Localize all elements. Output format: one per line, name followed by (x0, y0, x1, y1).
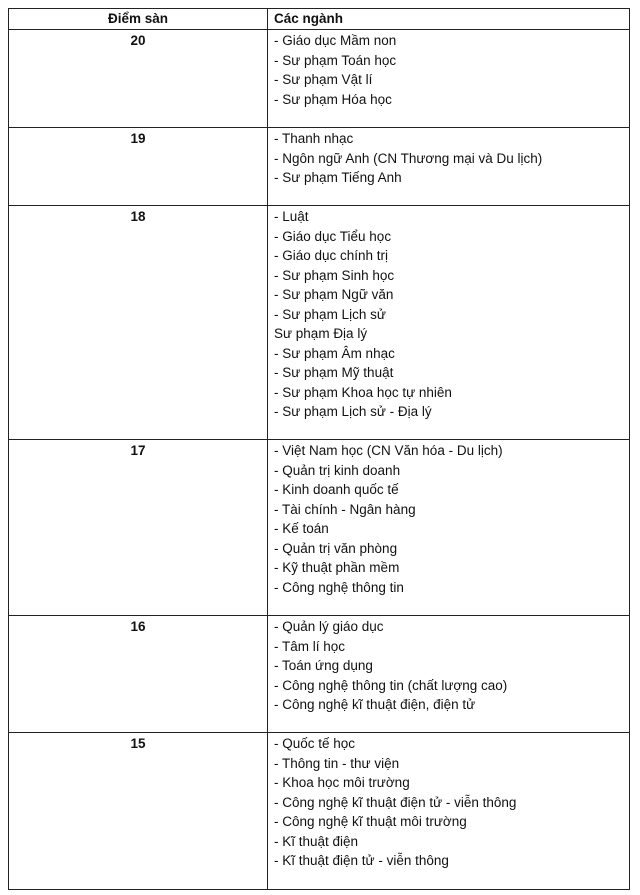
major-item: - Thanh nhạc (274, 131, 354, 146)
major-item: - Quản trị văn phòng (274, 540, 398, 556)
row-majors (268, 440, 630, 616)
table-row (9, 206, 630, 440)
major-item: - Việt Nam học (CN Văn hóa - Du lịch) (274, 443, 503, 458)
row-score: 18 (9, 206, 268, 440)
row-majors (268, 30, 630, 128)
major-item: - Sư phạm Mỹ thuật (274, 365, 394, 380)
score-table (8, 8, 630, 890)
major-item: - Quản lý giáo dục (274, 619, 384, 634)
major-item: - Kinh doanh quốc tế (274, 482, 399, 497)
major-item: - Thông tin - thư viện (274, 755, 400, 771)
major-item: - Sư phạm Lịch sử (274, 306, 386, 322)
major-item: - Giáo dục chính trị (274, 248, 389, 263)
row-score: 20 (9, 30, 268, 128)
table-row (9, 616, 630, 733)
major-item: - Giáo dục Tiểu học (274, 228, 392, 244)
major-item: - Tâm lí học (274, 638, 346, 654)
header-majors: Các ngành (268, 9, 630, 30)
row-majors (268, 206, 630, 440)
row-score: 16 (9, 616, 268, 733)
major-item: - Công nghệ thông tin (274, 579, 404, 595)
major-item: - Kĩ thuật điện tử - viễn thông (274, 853, 449, 868)
major-item: - Toán ứng dụng (274, 658, 373, 673)
major-item: - Ngôn ngữ Anh (CN Thương mại và Du lịch) (274, 150, 543, 166)
major-item: - Luật (274, 209, 309, 224)
major-item: - Sư phạm Lịch sử - Địa lý (274, 404, 432, 419)
major-item: - Giáo dục Mầm non (274, 33, 397, 48)
table-row (9, 733, 630, 890)
row-score: 17 (9, 440, 268, 616)
major-item: - Sư phạm Ngữ văn (274, 287, 394, 302)
row-score: 19 (9, 128, 268, 206)
table-row (9, 128, 630, 206)
major-item: Sư phạm Địa lý (274, 326, 368, 341)
major-item: - Kế toán (274, 521, 329, 536)
major-item: - Sư phạm Toán học (274, 52, 397, 68)
row-majors (268, 128, 630, 206)
major-item: - Công nghệ kĩ thuật môi trường (274, 814, 467, 829)
row-score: 15 (9, 733, 268, 890)
header-row (9, 9, 630, 30)
table-body (9, 30, 630, 890)
major-item: - Kỹ thuật phần mềm (274, 560, 400, 575)
major-item: - Công nghệ kĩ thuật điện tử - viễn thông (274, 794, 517, 810)
table-row (9, 440, 630, 616)
major-item: - Công nghệ thông tin (chất lượng cao) (274, 677, 508, 693)
major-item: - Quốc tế học (274, 736, 356, 751)
row-majors (268, 616, 630, 733)
major-item: - Kĩ thuật điện (274, 833, 359, 849)
major-item: - Tài chính - Ngân hàng (274, 501, 416, 517)
major-item: - Quản trị kinh doanh (274, 462, 401, 478)
major-item: - Sư phạm Vật lí (274, 72, 373, 87)
header-score: Điểm sàn (9, 9, 268, 30)
major-item: - Khoa học môi trường (274, 775, 410, 790)
major-item: - Sư phạm Khoa học tự nhiên (274, 384, 452, 400)
major-item: - Sư phạm Tiếng Anh (274, 170, 402, 185)
major-item: - Sư phạm Hóa học (274, 91, 392, 107)
major-item: - Công nghệ kĩ thuật điện, điện tử (274, 697, 476, 712)
table-row (9, 30, 630, 128)
row-majors (268, 733, 630, 890)
major-item: - Sư phạm Âm nhạc (274, 345, 395, 361)
major-item: - Sư phạm Sinh học (274, 267, 395, 283)
